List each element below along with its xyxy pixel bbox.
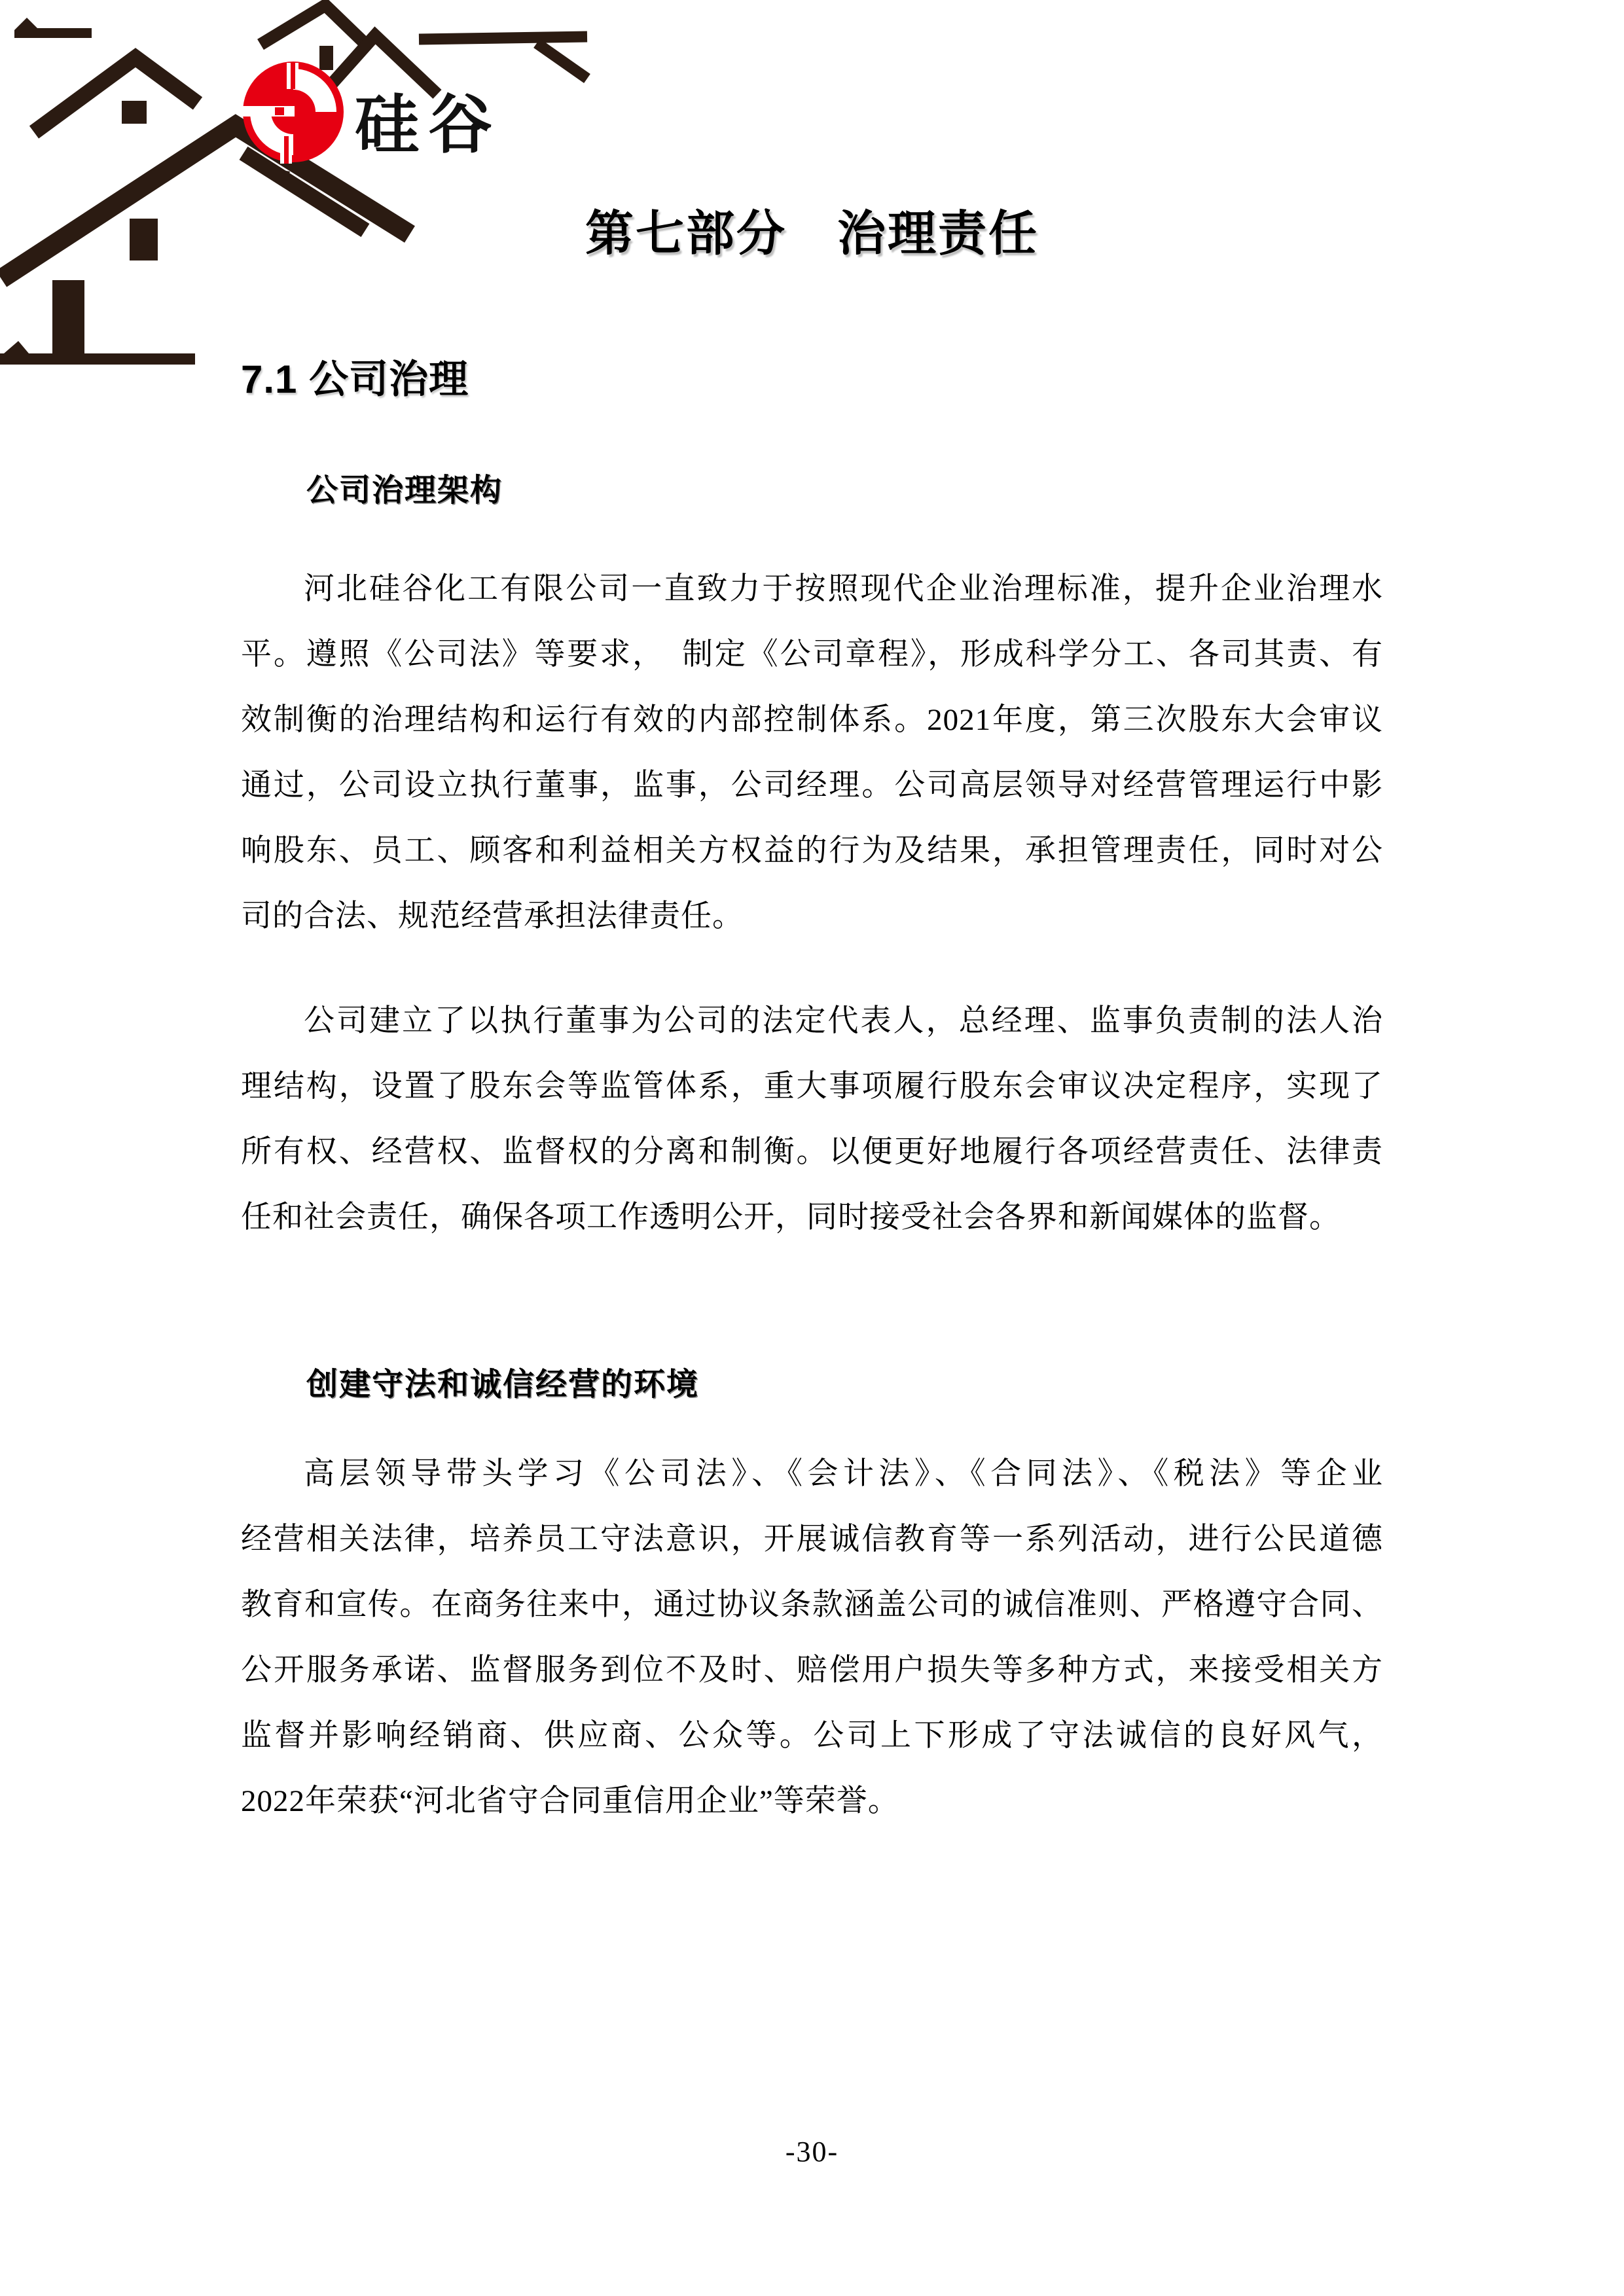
text-line: 效制衡的治理结构和运行有效的内部控制体系。2021年度，第三次股东大会审议 — [241, 703, 1383, 737]
text-line: 公开服务承诺、监督服务到位不及时、赔偿用户损失等多种方式，来接受相关方 — [241, 1653, 1383, 1687]
paragraph-governance-1 — [241, 556, 1383, 949]
page-title: 第七部分 治理责任 — [585, 206, 1039, 260]
text-line: 2022年荣获“河北省守合同重信用企业”等荣誉。 — [241, 1784, 899, 1818]
paragraph-integrity-1 — [241, 1441, 1383, 1834]
text-line: 教育和宣传。在商务往来中，通过协议条款涵盖公司的诚信准则、严格遵守合同、 — [241, 1588, 1383, 1622]
paragraph-governance-2 — [241, 988, 1383, 1250]
section-heading: 7.1 公司治理 — [241, 357, 469, 401]
company-logo — [0, 0, 596, 380]
page-number: -30- — [785, 2136, 839, 2168]
text-line: 高层领导带头学习《公司法》、《会计法》、《合同法》、《税法》等企业 — [304, 1457, 1383, 1491]
text-line: 所有权、经营权、监督权的分离和制衡。以便更好地履行各项经营责任、法律责 — [241, 1135, 1383, 1169]
text-line: 响股东、员工、顾客和利益相关方权益的行为及结果，承担管理责任，同时对公 — [241, 834, 1383, 868]
text-line: 河北硅谷化工有限公司一直致力于按照现代企业治理标准，提升企业治理水 — [304, 572, 1383, 606]
text-line: 平。遵照《公司法》等要求， 制定《公司章程》，形成科学分工、各司其责、有 — [241, 637, 1383, 672]
subsection-heading-governance-structure: 公司治理架构 — [306, 473, 503, 508]
text-line: 经营相关法律，培养员工守法意识，开展诚信教育等一系列活动，进行公民道德 — [241, 1522, 1383, 1556]
text-line: 司的合法、规范经营承担法律责任。 — [241, 899, 744, 933]
text-line: 监督并影响经销商、供应商、公众等。公司上下形成了守法诚信的良好风气， — [241, 1719, 1383, 1753]
subsection-heading-integrity-environment: 创建守法和诚信经营的环境 — [306, 1367, 700, 1402]
text-line: 通过，公司设立执行董事，监事，公司经理。公司高层领导对经营管理运行中影 — [241, 768, 1383, 802]
text-line: 理结构，设置了股东会等监管体系，重大事项履行股东会审议决定程序，实现了 — [241, 1069, 1383, 1103]
text-line: 公司建立了以执行董事为公司的法定代表人，总经理、监事负责制的法人治 — [304, 1004, 1383, 1038]
text-line: 任和社会责任，确保各项工作透明公开，同时接受社会各界和新闻媒体的监督。 — [241, 1200, 1341, 1234]
brand-text: 硅谷 — [355, 88, 502, 160]
